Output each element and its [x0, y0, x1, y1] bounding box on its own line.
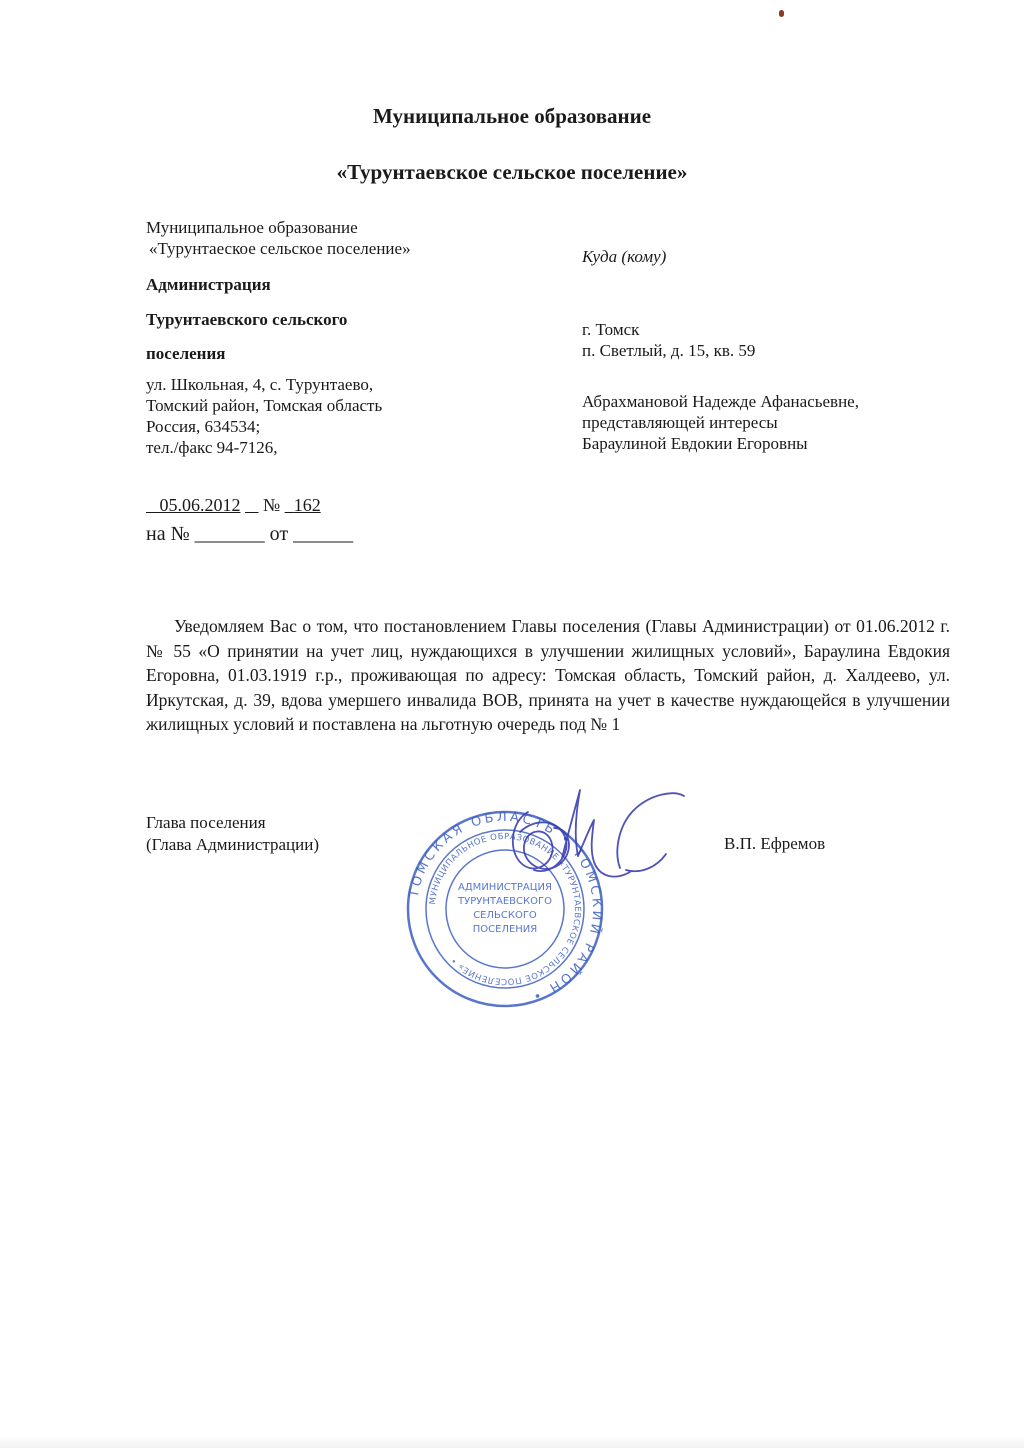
sender-phone: тел./факс 94-7126,: [146, 438, 278, 457]
scan-bottom-edge: [0, 1436, 1024, 1448]
reference-line: [146, 522, 353, 546]
scan-speck: [779, 10, 784, 17]
recipient-name1: Абрахмановой Надежде Афанасьевне,: [582, 392, 859, 411]
sender-line1: Муниципальное образование: [146, 218, 358, 237]
header-title-line1: Муниципальное образование: [372, 104, 652, 128]
signatory-position1: Глава поселения: [146, 813, 266, 832]
sender-address1: ул. Школьная, 4, с. Турунтаево,: [146, 375, 374, 394]
recipient-name: [582, 391, 859, 454]
date-underline-prefix: [146, 495, 160, 515]
stamp-center-2: ТУРУНТАЕВСКОГО: [458, 896, 552, 907]
handwritten-signature: [490, 782, 690, 902]
sender-address3: Россия, 634534;: [146, 417, 261, 436]
outgoing-date-number: [146, 496, 321, 515]
recipient-name3: Бараулиной Евдокии Егоровны: [582, 434, 808, 453]
ref-label: на №: [146, 523, 190, 545]
sender-org1: Администрация: [146, 275, 271, 294]
signatory-name: В.П. Ефремов: [724, 834, 826, 853]
stamp-outer-text: ТОМСКАЯ ОБЛАСТЬ • ТОМСКИЙ РАЙОН •: [406, 809, 605, 1005]
sender-org3: поселения: [146, 344, 226, 363]
ref-number-blank: _______: [194, 523, 265, 545]
stamp-center-4: ПОСЕЛЕНИЯ: [472, 924, 538, 935]
outgoing-number-value: 162: [293, 495, 321, 515]
sender-org2: Турунтаевского сельского: [146, 310, 348, 329]
ref-from-label: от: [269, 523, 289, 545]
number-label: №: [263, 495, 281, 515]
recipient-name2: представляющей интересы: [582, 413, 778, 432]
signatory-position: [146, 812, 319, 856]
recipient-city: г. Томск: [582, 320, 640, 339]
signatory-position2: (Глава Администрации): [146, 835, 319, 854]
recipient-street: п. Светлый, д. 15, кв. 59: [582, 341, 756, 360]
recipient-label: Куда (кому): [582, 247, 667, 266]
letter-body: Уведомляем Вас о том, что постановлением Главы поселения (Главы Администрации) от 01.06.2012 г. № 55 «О принятии на учет лиц, нуждающихся в улучшении жилищных условий», Бараулина Евдокия Егоровна, 01.03.1919 г.р., проживающая по адресу: Томская область, Томский район, д. Халдеево, ул. Иркутская, д. 39, вдова умершего инвалида ВОВ, принята на учет в качестве нуждающейся в улучшении жилищных условий и поставлена на льготную очередь под № 1: [146, 616, 950, 734]
outgoing-date: 05.06.2012: [159, 495, 241, 515]
sender-address: [146, 374, 382, 458]
stamp-center-3: СЕЛЬСКОГО: [473, 910, 537, 921]
stamp-center-1: АДМИНИСТРАЦИЯ: [458, 882, 552, 893]
outgoing-number: [285, 495, 321, 515]
stamp-middle-text: МУНИЦИПАЛЬНОЕ ОБРАЗОВАНИЕ «ТУРУНТАЕВСКОЕ СЕЛЬСКОЕ ПОСЕЛЕНИЕ» •: [428, 831, 583, 987]
recipient-address: [582, 319, 755, 361]
header-title-line2: «Турунтаевское сельское поселение»: [336, 160, 688, 184]
ref-date-blank: ______: [293, 523, 354, 545]
sender-address2: Томский район, Томская область: [146, 396, 383, 415]
date-underline-suffix: [245, 495, 259, 515]
sender-line2: «Турунтаеское сельское поселение»: [149, 239, 411, 258]
